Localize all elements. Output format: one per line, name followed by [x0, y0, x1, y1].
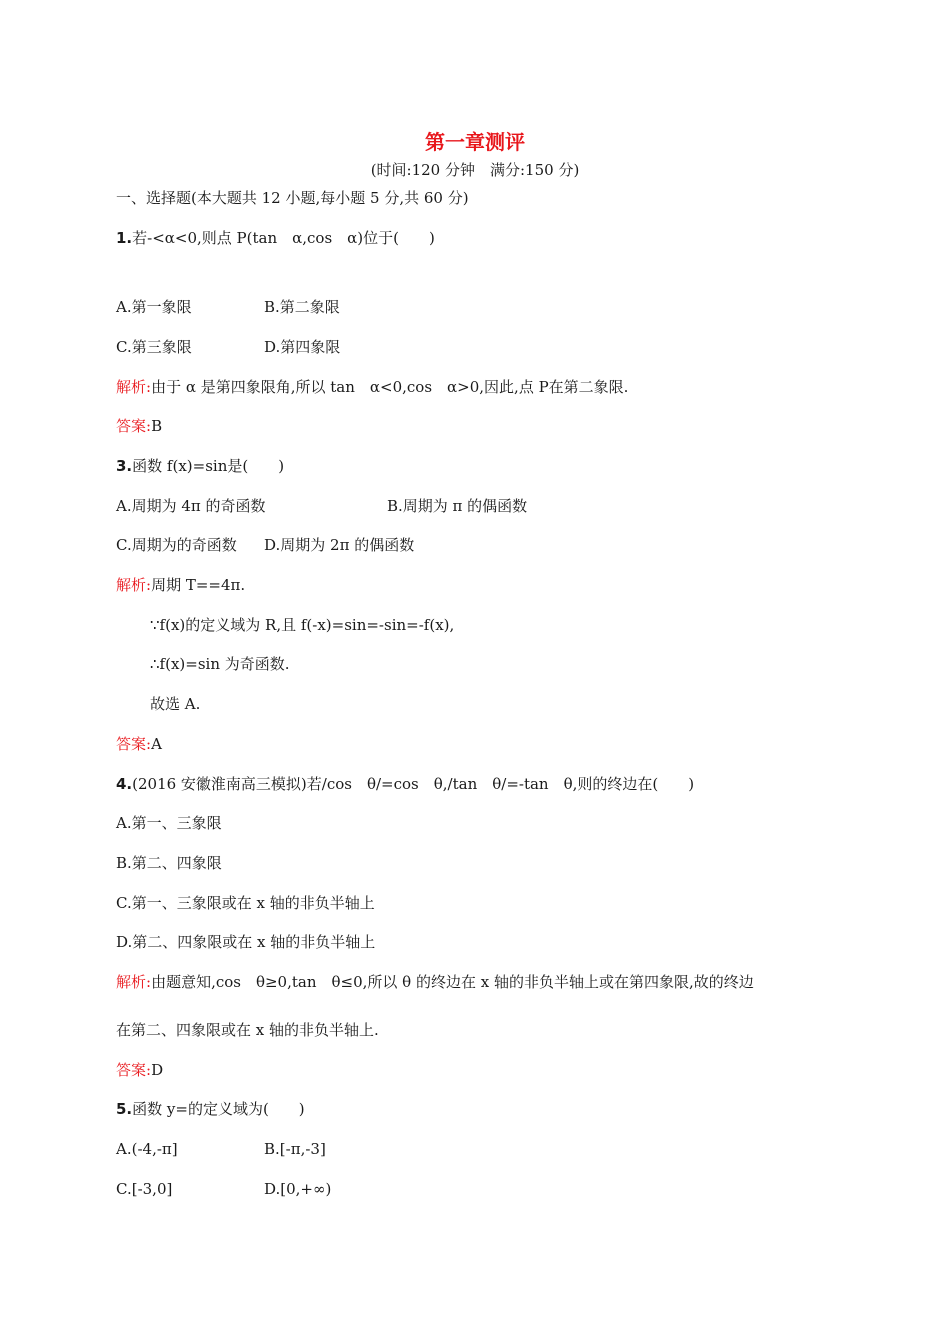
analysis-label: 解析:: [116, 973, 152, 991]
answer: [116, 416, 162, 436]
option-b: B.[-π,-3]: [264, 1140, 326, 1158]
answer-label: 答案:: [116, 735, 152, 753]
options-row: [116, 337, 340, 357]
answer-value: A: [151, 735, 162, 753]
answer-value: B: [151, 417, 163, 435]
answer-label: 答案:: [116, 1061, 152, 1079]
options-row: [116, 535, 414, 555]
option-a: A.(-4,-π]: [116, 1140, 178, 1158]
analysis-line: 在第二、四象限或在 x 轴的非负半轴上.: [116, 1021, 379, 1039]
question-stem: (2016 安徽淮南高三模拟)若/cos θ/=cos θ,/tan θ/=-tan θ,则的终边在( ): [132, 775, 695, 793]
analysis-text: 由题意知,cos θ≥0,tan θ≤0,所以 θ 的终边在 x 轴的非负半轴上或在第四象限,故的终边: [151, 973, 754, 991]
option-c: C.第一、三象限或在 x 轴的非负半轴上: [116, 894, 375, 912]
option-d: D.周期为 2π 的偶函数: [264, 536, 415, 554]
analysis-line: 故选 A.: [150, 695, 201, 713]
option-b: B.第二象限: [264, 298, 340, 316]
question-1: [116, 228, 435, 248]
option-c: C.周期为的奇函数: [116, 536, 237, 554]
options-row: [116, 297, 340, 317]
question-5: [116, 1099, 305, 1119]
option-d: D.第四象限: [264, 338, 341, 356]
analysis-label: 解析:: [116, 378, 152, 396]
question-3: [116, 456, 284, 476]
analysis: [116, 972, 754, 992]
analysis-line: ∴f(x)=sin 为奇函数.: [150, 655, 290, 673]
options-row: [116, 1139, 326, 1159]
option-b: B.第二、四象限: [116, 854, 222, 872]
option-c: C.第三象限: [116, 338, 192, 356]
question-4: [116, 774, 694, 794]
question-stem: 若-<α<0,则点 P(tan α,cos α)位于( ): [132, 229, 435, 247]
question-stem: 函数 y=的定义域为( ): [132, 1100, 305, 1118]
question-stem: 函数 f(x)=sin是( ): [132, 457, 285, 475]
option-d: D.[0,+∞): [264, 1180, 332, 1198]
analysis: [116, 377, 628, 397]
answer: [116, 734, 162, 754]
answer-label: 答案:: [116, 417, 152, 435]
question-number: 3.: [116, 457, 133, 475]
options-row: [116, 496, 527, 516]
question-number: 1.: [116, 229, 133, 247]
analysis-line: ∵f(x)的定义域为 R,且 f(-x)=sin=-sin=-f(x),: [150, 616, 455, 634]
analysis-label: 解析:: [116, 576, 152, 594]
question-number: 5.: [116, 1100, 133, 1118]
question-number: 4.: [116, 775, 133, 793]
analysis: [116, 575, 245, 595]
answer: [116, 1060, 163, 1080]
section-heading: 一、选择题(本大题共 12 小题,每小题 5 分,共 60 分): [116, 189, 469, 207]
options-row: [116, 1179, 331, 1199]
option-d: D.第二、四象限或在 x 轴的非负半轴上: [116, 933, 376, 951]
option-a: A.周期为 4π 的奇函数: [116, 497, 266, 515]
page-title: 第一章测评: [425, 130, 525, 154]
analysis-text: 由于 α 是第四象限角,所以 tan α<0,cos α>0,因此,点 P在第二象限.: [151, 378, 629, 396]
option-a: A.第一、三象限: [116, 814, 222, 832]
answer-value: D: [151, 1061, 164, 1079]
exam-info: (时间:120 分钟 满分:150 分): [370, 161, 580, 179]
option-a: A.第一象限: [116, 298, 192, 316]
option-b: B.周期为 π 的偶函数: [387, 497, 528, 515]
analysis-text: 周期 T==4π.: [151, 576, 246, 594]
option-c: C.[-3,0]: [116, 1180, 173, 1198]
